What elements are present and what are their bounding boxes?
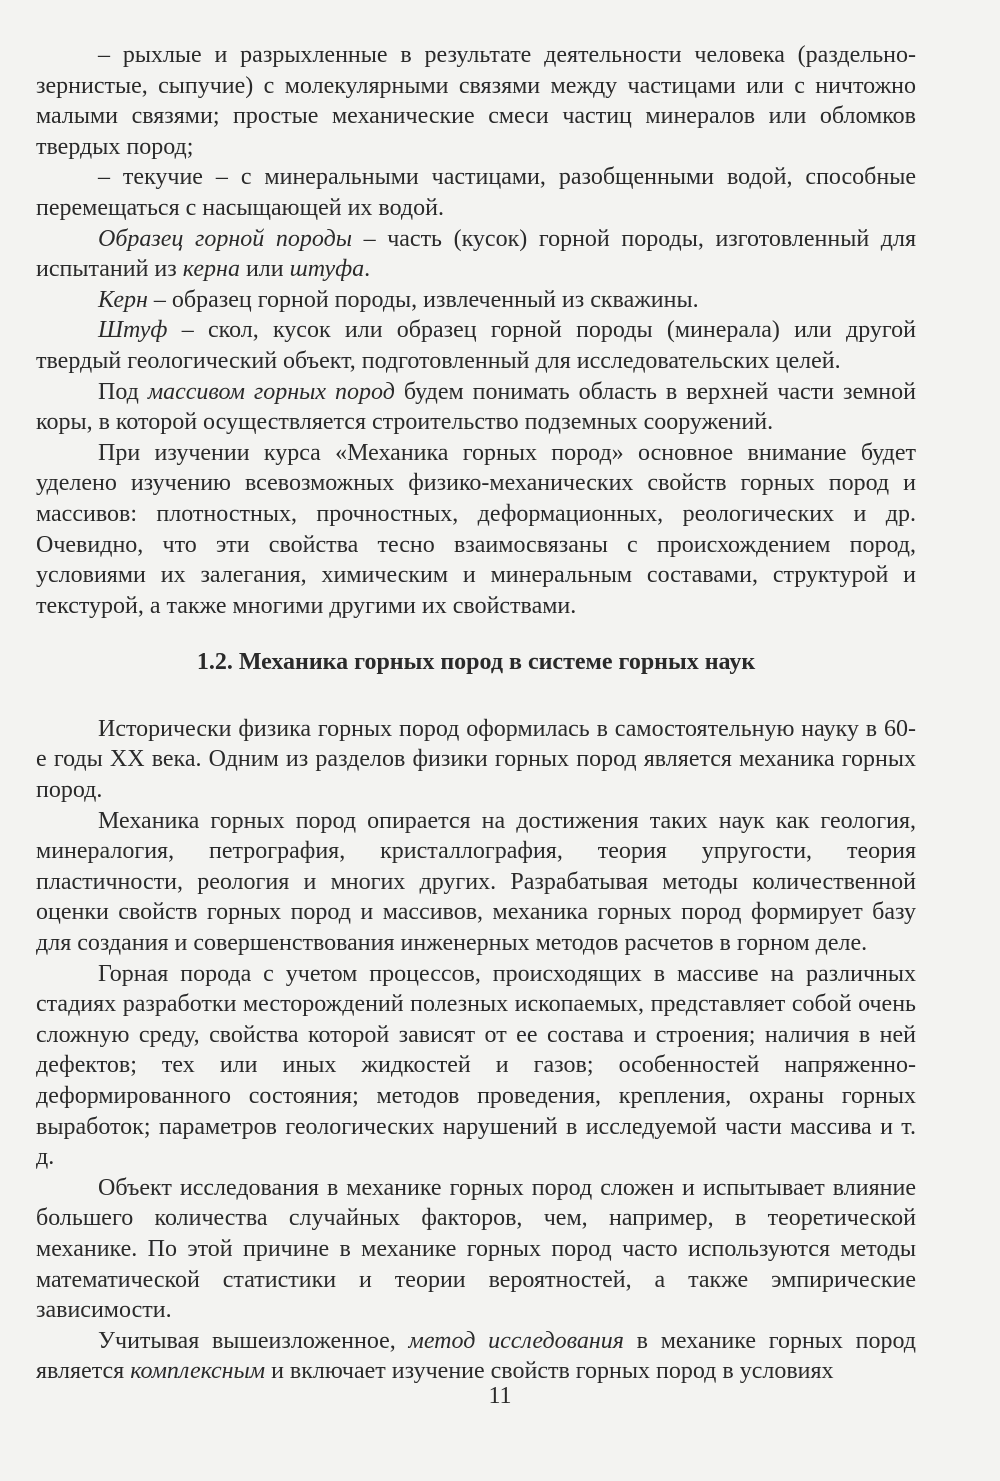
paragraph-rock-sample xyxy=(36,224,916,285)
text-segment: будем понимать область в верхней части земной коры, в которой осуществляется строительство подземных сооружений. xyxy=(36,378,916,436)
term-complex: комплексным xyxy=(130,1358,266,1385)
text-segment: Под xyxy=(98,378,148,405)
term-shtuf: штуфа xyxy=(289,256,365,283)
paragraph-research-method xyxy=(36,1326,916,1387)
text-segment: – скол, кусок или образец горной породы (минерала) или другой твердый геологический объект, подготовленный для исследовательских целей. xyxy=(36,317,916,374)
text-segment: – часть (кусок) горной породы, изготовленный для испытаний из xyxy=(36,225,917,283)
text-segment: в механике горных пород является xyxy=(36,1327,917,1385)
paragraph-related-sciences: Механика горных пород опирается на достижения таких наук как геология, минералогия, петрография, кристаллография, теория упругости, теория пластичности, реология и многих других. Разрабатывая методы количественной оценки свойств горных пород и массивов, механика горных пород формирует базу для создания и совершенствования инженерных методов расчетов в горном деле. xyxy=(36,807,916,957)
paragraph-rock-massif xyxy=(36,377,916,438)
page-body xyxy=(36,40,916,1387)
term-shtuf-definition: Штуф xyxy=(98,317,168,344)
term-research-method: метод исследования xyxy=(408,1327,624,1354)
text-segment: – образец горной породы, извлеченный из скважины. xyxy=(147,286,699,313)
paragraph-course-focus: При изучении курса «Механика горных пород» основное внимание будет уделено изучению всевозможных физико-механических свойств горных пород и массивов: плотностных, прочностных, деформационных, реологических и др. Очевидно, что эти свойства тесно взаимосвязаны с происхождением пород, условиями их залегания, химическим и минеральным составами, структурой и текстурой, а также многими другими их свойствами. xyxy=(36,439,916,619)
term-kern: керна xyxy=(182,256,240,283)
paragraph-loose-rocks: – рыхлые и разрыхленные в результате деятельности человека (раздельно-зернистые, сыпучие) с молекулярными связями между частицами или с ничтожно малыми связями; простые механические смеси частиц минералов или обломков твердых пород; xyxy=(36,42,916,160)
paragraph-random-factors: Объект исследования в механике горных пород сложен и испытывает влияние большего количества случайных факторов, чем, например, в теоретической механике. По этой причине в механике горных пород часто используются методы математической статистики и теории вероятностей, а также эмпирические зависимости. xyxy=(36,1174,916,1324)
page-number: 11 xyxy=(488,1383,512,1409)
term-rock-sample: Образец горной породы xyxy=(98,225,352,252)
paragraph-history: Исторически физика горных пород оформилась в самостоятельную науку в 60-е годы XX века. Одним из разделов физики горных пород является механика горных пород. xyxy=(36,715,916,804)
section-heading: 1.2. Механика горных пород в системе горных наук xyxy=(196,649,756,676)
term-rock-massif: массивом горных пород xyxy=(147,378,395,405)
paragraph-complex-medium: Горная порода с учетом процессов, происходящих в массиве на различных стадиях разработки месторождений полезных ископаемых, представляет собой очень сложную среду, свойства которой зависят от ее состава и строения; наличия в ней дефектов; тех или иных жидкостей и газов; особенностей напряженно-деформированного состояния; методов проведения, крепления, охраны горных выработок; параметров геологических нарушений в исследуемой части массива и т. д. xyxy=(36,960,916,1171)
paragraph-kern xyxy=(36,285,916,316)
text-segment: или xyxy=(239,256,290,283)
paragraph-shtuf xyxy=(36,315,916,376)
term-kern-definition: Керн xyxy=(98,286,148,313)
text-segment: . xyxy=(364,256,371,283)
text-segment: Учитывая вышеизложенное, xyxy=(98,1327,409,1354)
text-segment: и включает изучение свойств горных пород в условиях xyxy=(265,1358,834,1385)
paragraph-fluid-rocks: – текучие – с минеральными частицами, разобщенными водой, способные перемещаться с насыщающей их водой. xyxy=(36,164,916,221)
